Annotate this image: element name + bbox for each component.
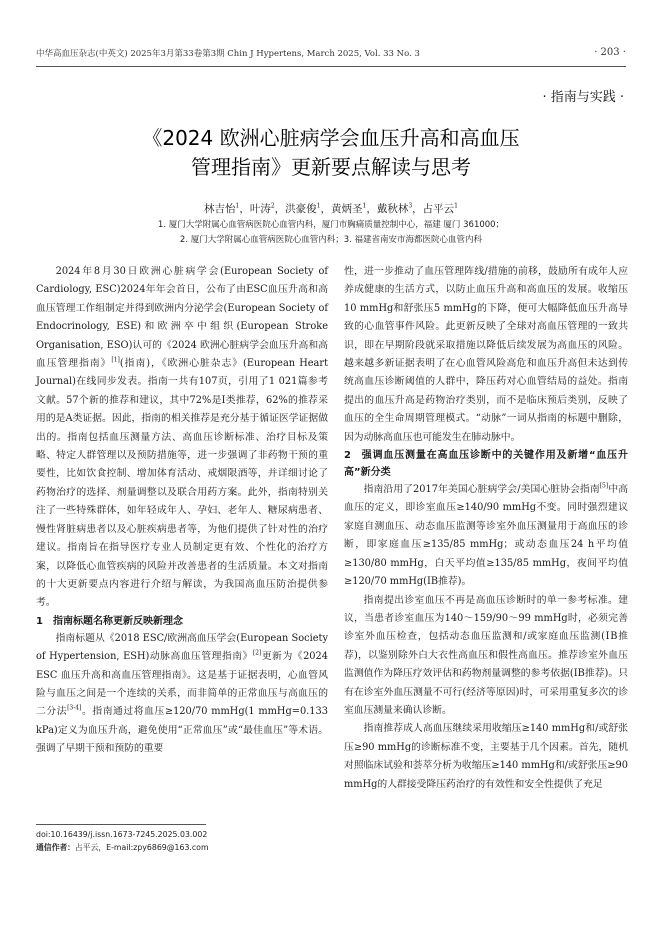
author: 林吉怡$^1$ xyxy=(204,202,240,215)
body-column-left xyxy=(36,263,328,759)
section-2-paragraph-3: 指南推荐成人高血压继续采用收缩压≥140 mmHg和/或舒张压≥90 mmHg的诊断标准不变，主要基于几个因素。首先，随机对照临床试验和荟萃分析为收缩压≥140 mmHg和/或舒张压≥90 mmHg的人群接受降压药治疗的有效性和安全性提供了充足 xyxy=(344,723,628,790)
corresponding-author-label: 通信作者： xyxy=(36,843,75,852)
footnote-divider xyxy=(36,824,206,825)
citation-ref[interactable]: [2] xyxy=(252,649,262,657)
article-title xyxy=(40,124,622,182)
citation-ref[interactable]: [1] xyxy=(111,356,120,364)
corresponding-author-value: 占平云，E-mail:zpy6869@163.com xyxy=(74,843,209,852)
title-line-2: 管理指南》更新要点解读与思考 xyxy=(191,155,471,179)
citation-ref[interactable]: [5] xyxy=(599,482,609,490)
header-divider xyxy=(36,66,626,67)
journal-citation: 中华高血压杂志(中英文) 2025年3月第33卷第3期 Chin J Hypertens, March 2025, Vol. 33 No. 3 xyxy=(36,49,420,59)
affiliation-2: 2. 厦门大学附属心血管病医院心血管内科；3. 福建省南安市海都医院心血管内科 xyxy=(179,235,483,245)
section-1-paragraph: 指南标题从《2018 ESC/欧洲高血压学会(European Society of Hypertension, ESH)动脉高血压管理指南》[2]更新为《2024 ESC 血压升高和高血压管理指南》。这是基于证据表明，心血管风险与血压之间是一个连续的关系，而非简单的正常血压与高血压的二分法[3-4]。指南通过将血压≥120/70 mmHg(1 mmHg=0.133 kPa)定义为血压升高，避免使用“正常血压”或“最佳血压”等术语。强调了早期干预和预防的重要 xyxy=(36,632,328,755)
author: 占平云$^1$ xyxy=(422,202,458,215)
affiliation-1: 1. 厦门大学附属心血管病医院心血管内科，厦门市胸痛质量控制中心，福建 厦门 361000； xyxy=(157,220,505,230)
author-list: 林吉怡$^1$，叶涛$^2$，洪豪俊$^1$，黄炳圣$^1$，戴秋林$^3$，占平云$^1$ xyxy=(204,202,458,215)
doi-footnote: doi:10.16439/j.issn.1673-7245.2025.03.002 xyxy=(36,830,208,839)
author: 叶涛$^2$ xyxy=(249,202,275,215)
section-2-paragraph-1: 指南沿用了2017年美国心脏病学会/美国心脏协会指南[5]中高血压的定义，即诊室血压≥140/90 mmHg不变。同时强烈建议家庭自测血压、动态血压监测等诊室外血压测量用于高血压的诊断，即家庭血压≥135/85 mmHg；或动态血压24 h平均值≥130/80 mmHg，白天平均值≥135/85 mmHg，夜间平均值≥120/70 mmHg(ⅠB推荐)。 xyxy=(344,482,628,588)
section-heading-1: 1 指南标题名称更新反映新理念 xyxy=(36,615,183,627)
author: 戴秋林$^3$ xyxy=(376,202,413,215)
section-heading-2: 2 强调血压测量在高血压诊断中的关键作用及新增“血压升高”新分类 xyxy=(344,450,628,479)
corresponding-author-footnote xyxy=(36,842,209,853)
column-tag: · 指南与实践 · xyxy=(542,90,624,105)
intro-paragraph: 2024年8月30日欧洲心脏病学会(European Society of Cardiology, ESC)2024年年会首日，公布了由ESC血压升高和高血压管理工作组制定并得到欧洲内分泌学会(European Society of Endocrinology, ESE)和欧洲卒中组织(European Stroke Organisation, ESO)认可的《2024 欧洲心脏病学会血压升高和高血压管理指南》[1](指南)，《欧洲心脏杂志》(European Heart Journal)在线同步发表。指南一共有107页，引用了1 021篇参考文献。57个新的推荐和建议，其中72%是Ⅰ类推荐，62%的推荐采用的是A类证据。因此，指南的相关推荐是充分基于循证医学证据做出的。指南包括血压测量方法、高血压诊断标准、治疗目标及策略、特定人群管理以及预防措施等，进一步强调了非药物干预的重要性，比如饮食控制、增加体育活动、戒烟限酒等，并详细讨论了药物治疗的选择、剂量调整以及联合用药方案。此外，指南特别关注了一些特殊群体，如年轻成年人、孕妇、老年人、糖尿病患者、慢性肾脏病患者以及心脏疾病患者等，为他们提供了针对性的治疗建议。指南旨在指导医疗专业人员制定更有效、个性化的治疗方案，以降低心血管疾病的风险并改善患者的生活质量。本文对指南的十大更新要点内容进行介绍与解读，为我国高血压防治提供参考。 xyxy=(36,266,329,609)
author: 黄炳圣$^1$ xyxy=(331,202,367,215)
page-number: · 203 · xyxy=(594,47,626,58)
section-2-paragraph-2: 指南提出诊室血压不再是高血压诊断时的单一参考标准。建议，当患者诊室血压为140～159/90～99 mmHg时，必须完善诊室外血压检查，包括动态血压监测和/或家庭血压监测(ⅠB推荐)，以鉴别除外白大衣性高血压和假性高血压。推荐诊室外血压监测值作为降压疗效评估和药物剂量调整的参考依据(ⅠB推荐)。只有在诊室外血压测量不可行(经济等原因)时，可采用重复多次的诊室血压测量来确认诊断。 xyxy=(344,594,628,716)
body-column-right xyxy=(344,263,628,794)
running-head xyxy=(36,47,626,61)
author: 洪豪俊$^1$ xyxy=(285,202,321,215)
citation-ref[interactable]: [3-4] xyxy=(67,705,82,713)
title-line-1: 《2024 欧洲心脏病学会血压升高和高血压 xyxy=(142,126,520,150)
continued-paragraph: 性，进一步推动了血压管理阵线/措施的前移，鼓励所有成年人应养成健康的生活方式，以防止血压升高和高血压的发展。收缩压10 mmHg和舒张压5 mmHg的下降，便可大幅降低血压升高导致的心血管事件风险。此更新反映了全球对高血压管理的一致共识，即在早期阶段就采取措施以降低后续发展为高血压的风险。越来越多新证据表明了在心血管风险高危和血压升高但未达到传统高血压诊断阈值的人群中，降压药对心血管结局的益处。指南提出的血压升高是药物治疗类别，而不是临床预后类别，反映了血压的全生命周期管理模式。“动脉”一词从指南的标题中删除，因为动脉高血压也可能发生在肺动脉中。 xyxy=(344,266,628,443)
